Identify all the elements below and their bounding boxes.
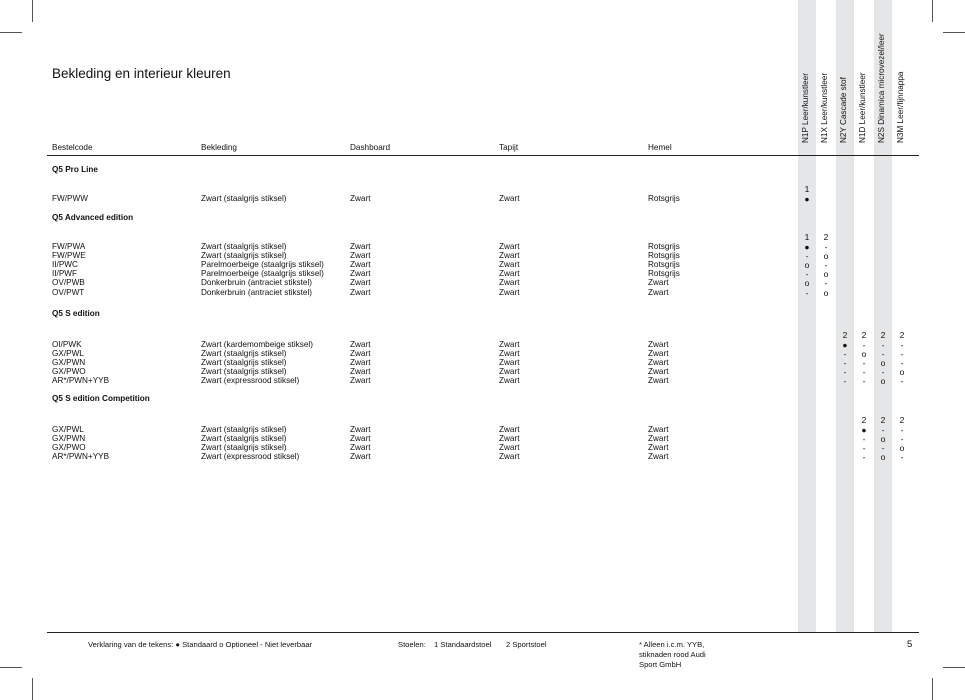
- optional-mark: o: [899, 367, 905, 378]
- header-dashboard: Dashboard: [350, 143, 391, 152]
- cell-code: GX/PWO: [52, 367, 86, 377]
- cell-tapijt: Zwart: [499, 250, 520, 260]
- cell-code: AR*/PWN+YYB: [52, 376, 110, 386]
- cell-bekleding: Zwart (staalgrijs stiksel): [201, 424, 287, 434]
- cell-code: GX/PWN: [52, 357, 86, 367]
- cell-code: FW/PWE: [52, 250, 86, 260]
- footnote-line-2: stiknaden rood Audi: [639, 650, 706, 659]
- cell-hemel: Zwart: [648, 357, 669, 367]
- cell-dashboard: Zwart: [350, 259, 371, 269]
- not-available-mark: -: [843, 367, 847, 378]
- header-tapijt: Tapijt: [499, 143, 519, 152]
- not-available-mark: -: [862, 357, 866, 368]
- footnote-line-3: Sport GmbH: [639, 660, 682, 669]
- crop-mark-top-left-h: [0, 32, 22, 33]
- not-available-mark: -: [824, 259, 828, 270]
- optional-mark: o: [823, 250, 829, 261]
- cell-hemel: Zwart: [648, 442, 669, 452]
- standard-mark: ●: [842, 339, 848, 350]
- option-header-n1d: [855, 40, 873, 152]
- cell-dashboard: Zwart: [350, 367, 371, 377]
- optional-mark: o: [899, 442, 905, 453]
- option-header-n3m: [893, 40, 911, 152]
- cell-dashboard: Zwart: [350, 433, 371, 443]
- crop-mark-bottom-right-v: [932, 678, 933, 700]
- cell-bekleding: Zwart (staalgrijs stiksel): [201, 193, 287, 203]
- option-header-n2y: [836, 40, 854, 152]
- option-header-n2s: [874, 33, 892, 152]
- cell-code: AR*/PWN+YYB: [52, 452, 110, 462]
- cell-tapijt: Zwart: [499, 348, 520, 358]
- cell-bekleding: Zwart (kardemombeige stiksel): [201, 339, 313, 349]
- footnote-line-1: * Alleen i.c.m. YYB,: [639, 640, 705, 649]
- cell-bekleding: Donkerbruin (antraciet stikstel): [201, 278, 313, 288]
- page-title: Bekleding en interieur kleuren: [52, 66, 231, 81]
- cell-bekleding: Zwart (staalgrijs stiksel): [201, 433, 287, 443]
- page-number: 5: [907, 639, 913, 650]
- cell-bekleding: Zwart (staalgrijs stiksel): [201, 241, 287, 251]
- cell-bekleding: Parelmoerbeige (staalgrijs stiksel): [201, 259, 324, 269]
- crop-mark-bottom-left-v: [32, 678, 33, 700]
- cell-hemel: Rotsgrijs: [648, 269, 680, 279]
- footer-rule: [47, 632, 919, 633]
- cell-dashboard: Zwart: [350, 376, 371, 386]
- not-available-mark: -: [805, 287, 809, 298]
- cell-dashboard: Zwart: [350, 250, 371, 260]
- cell-bekleding: Zwart (staalgrijs stiksel): [201, 348, 287, 358]
- standard-mark: ●: [804, 193, 810, 204]
- option-header-n1p: [798, 40, 816, 152]
- seat-number: 1: [804, 184, 810, 194]
- optional-mark: o: [880, 452, 886, 463]
- cell-tapijt: Zwart: [499, 339, 520, 349]
- not-available-mark: -: [900, 424, 904, 435]
- not-available-mark: -: [900, 376, 904, 387]
- header-hemel: Hemel: [648, 143, 672, 152]
- header-rule: [47, 155, 919, 156]
- cell-dashboard: Zwart: [350, 348, 371, 358]
- seat-number: 2: [861, 415, 867, 425]
- cell-bekleding: Zwart (staalgrijs stiksel): [201, 250, 287, 260]
- cell-hemel: Rotsgrijs: [648, 250, 680, 260]
- not-available-mark: -: [862, 433, 866, 444]
- not-available-mark: -: [900, 339, 904, 350]
- crop-mark-top-left-v: [32, 0, 33, 22]
- seat-number: 2: [861, 330, 867, 340]
- not-available-mark: -: [824, 241, 828, 252]
- option-header-label: N3M Leer/fijnnappa: [896, 71, 905, 143]
- cell-hemel: Zwart: [648, 287, 669, 297]
- cell-bekleding: Zwart (staalgrijs stiksel): [201, 367, 287, 377]
- header-bestelcode: Bestelcode: [52, 143, 93, 152]
- optional-mark: o: [861, 348, 867, 359]
- not-available-mark: -: [824, 278, 828, 289]
- cell-bekleding: Zwart (expressrood stiksel): [201, 452, 300, 462]
- cell-hemel: Rotsgrijs: [648, 241, 680, 251]
- legend: Verklaring van de tekens: ● Standaard o Optioneel - Niet leverbaar: [88, 640, 313, 649]
- cell-hemel: Zwart: [648, 424, 669, 434]
- not-available-mark: -: [881, 367, 885, 378]
- cell-hemel: Zwart: [648, 367, 669, 377]
- section-title: Q5 Pro Line: [52, 165, 98, 174]
- cell-bekleding: Zwart (staalgrijs stiksel): [201, 357, 287, 367]
- cell-dashboard: Zwart: [350, 442, 371, 452]
- cell-tapijt: Zwart: [499, 269, 520, 279]
- cell-bekleding: Zwart (staalgrijs stiksel): [201, 442, 287, 452]
- optional-mark: o: [823, 287, 829, 298]
- standard-mark: ●: [861, 424, 867, 435]
- cell-code: GX/PWL: [52, 424, 84, 434]
- section-title: Q5 S edition Competition: [52, 394, 150, 403]
- cell-code: FW/PWW: [52, 193, 88, 203]
- cell-hemel: Rotsgrijs: [648, 259, 680, 269]
- cell-tapijt: Zwart: [499, 452, 520, 462]
- optional-mark: o: [880, 433, 886, 444]
- crop-mark-top-right-h: [943, 32, 965, 33]
- section-title: Q5 S edition: [52, 309, 100, 318]
- cell-dashboard: Zwart: [350, 269, 371, 279]
- crop-mark-bottom-right-h: [943, 667, 965, 668]
- cell-code: GX/PWO: [52, 442, 86, 452]
- seat-number: 2: [880, 330, 886, 340]
- cell-hemel: Zwart: [648, 348, 669, 358]
- cell-tapijt: Zwart: [499, 193, 520, 203]
- cell-code: OV/PWB: [52, 278, 85, 288]
- cell-hemel: Zwart: [648, 376, 669, 386]
- cell-code: GX/PWN: [52, 433, 86, 443]
- not-available-mark: -: [805, 269, 809, 280]
- option-header-label: N1P Leer/kunstleer: [801, 73, 810, 143]
- cell-dashboard: Zwart: [350, 424, 371, 434]
- cell-hemel: Rotsgrijs: [648, 193, 680, 203]
- cell-dashboard: Zwart: [350, 278, 371, 288]
- cell-tapijt: Zwart: [499, 442, 520, 452]
- cell-hemel: Zwart: [648, 278, 669, 288]
- crop-mark-bottom-left-h: [0, 667, 22, 668]
- not-available-mark: -: [900, 357, 904, 368]
- cell-dashboard: Zwart: [350, 241, 371, 251]
- optional-mark: o: [804, 278, 810, 289]
- cell-code: II/PWF: [52, 269, 78, 279]
- cell-dashboard: Zwart: [350, 357, 371, 367]
- cell-tapijt: Zwart: [499, 287, 520, 297]
- cell-tapijt: Zwart: [499, 367, 520, 377]
- cell-bekleding: Zwart (expressrood stiksel): [201, 376, 300, 386]
- optional-mark: o: [880, 357, 886, 368]
- cell-code: OV/PWT: [52, 287, 85, 297]
- option-header-n1x: [817, 40, 835, 152]
- seats-label: Stoelen:: [398, 640, 426, 649]
- section-title: Q5 Advanced edition: [52, 213, 134, 222]
- optional-mark: o: [823, 269, 829, 280]
- cell-dashboard: Zwart: [350, 339, 371, 349]
- not-available-mark: -: [862, 442, 866, 453]
- seat-number: 1: [804, 232, 810, 242]
- optional-mark: o: [804, 259, 810, 270]
- crop-mark-top-right-v: [932, 0, 933, 22]
- not-available-mark: -: [881, 339, 885, 350]
- not-available-mark: -: [900, 452, 904, 463]
- cell-dashboard: Zwart: [350, 287, 371, 297]
- option-header-label: N1X Leer/kunstleer: [820, 72, 829, 143]
- cell-tapijt: Zwart: [499, 278, 520, 288]
- seat-number: 2: [880, 415, 886, 425]
- cell-bekleding: Parelmoerbeige (staalgrijs stiksel): [201, 269, 324, 279]
- header-bekleding: Bekleding: [201, 143, 237, 152]
- seat-standard: 1 Standaardstoel: [434, 640, 492, 649]
- cell-tapijt: Zwart: [499, 357, 520, 367]
- not-available-mark: -: [900, 348, 904, 359]
- cell-dashboard: Zwart: [350, 193, 371, 203]
- not-available-mark: -: [862, 339, 866, 350]
- cell-tapijt: Zwart: [499, 241, 520, 251]
- not-available-mark: -: [881, 348, 885, 359]
- cell-code: FW/PWA: [52, 241, 86, 251]
- standard-mark: ●: [804, 241, 810, 252]
- option-header-label: N1D Leer/kunstleer: [858, 72, 867, 143]
- cell-hemel: Zwart: [648, 433, 669, 443]
- cell-bekleding: Donkerbruin (antraciet stikstel): [201, 287, 313, 297]
- cell-tapijt: Zwart: [499, 376, 520, 386]
- cell-tapijt: Zwart: [499, 424, 520, 434]
- cell-code: OI/PWK: [52, 339, 82, 349]
- not-available-mark: -: [881, 442, 885, 453]
- not-available-mark: -: [843, 357, 847, 368]
- cell-tapijt: Zwart: [499, 259, 520, 269]
- cell-dashboard: Zwart: [350, 452, 371, 462]
- not-available-mark: -: [862, 367, 866, 378]
- cell-code: GX/PWL: [52, 348, 84, 358]
- option-header-label: N2Y Cascade stof: [839, 77, 848, 143]
- not-available-mark: -: [862, 452, 866, 463]
- seat-number: 2: [823, 232, 829, 242]
- option-header-label: N2S Dinamica microvezel/leer: [877, 33, 886, 143]
- cell-hemel: Zwart: [648, 339, 669, 349]
- not-available-mark: -: [862, 376, 866, 387]
- not-available-mark: -: [805, 250, 809, 261]
- not-available-mark: -: [843, 348, 847, 359]
- not-available-mark: -: [900, 433, 904, 444]
- seat-number: 2: [899, 415, 905, 425]
- cell-tapijt: Zwart: [499, 433, 520, 443]
- seat-number: 2: [842, 330, 848, 340]
- optional-mark: o: [880, 376, 886, 387]
- not-available-mark: -: [843, 376, 847, 387]
- cell-hemel: Zwart: [648, 452, 669, 462]
- cell-code: II/PWC: [52, 259, 78, 269]
- not-available-mark: -: [881, 424, 885, 435]
- seat-sport: 2 Sportstoel: [506, 640, 547, 649]
- seat-number: 2: [899, 330, 905, 340]
